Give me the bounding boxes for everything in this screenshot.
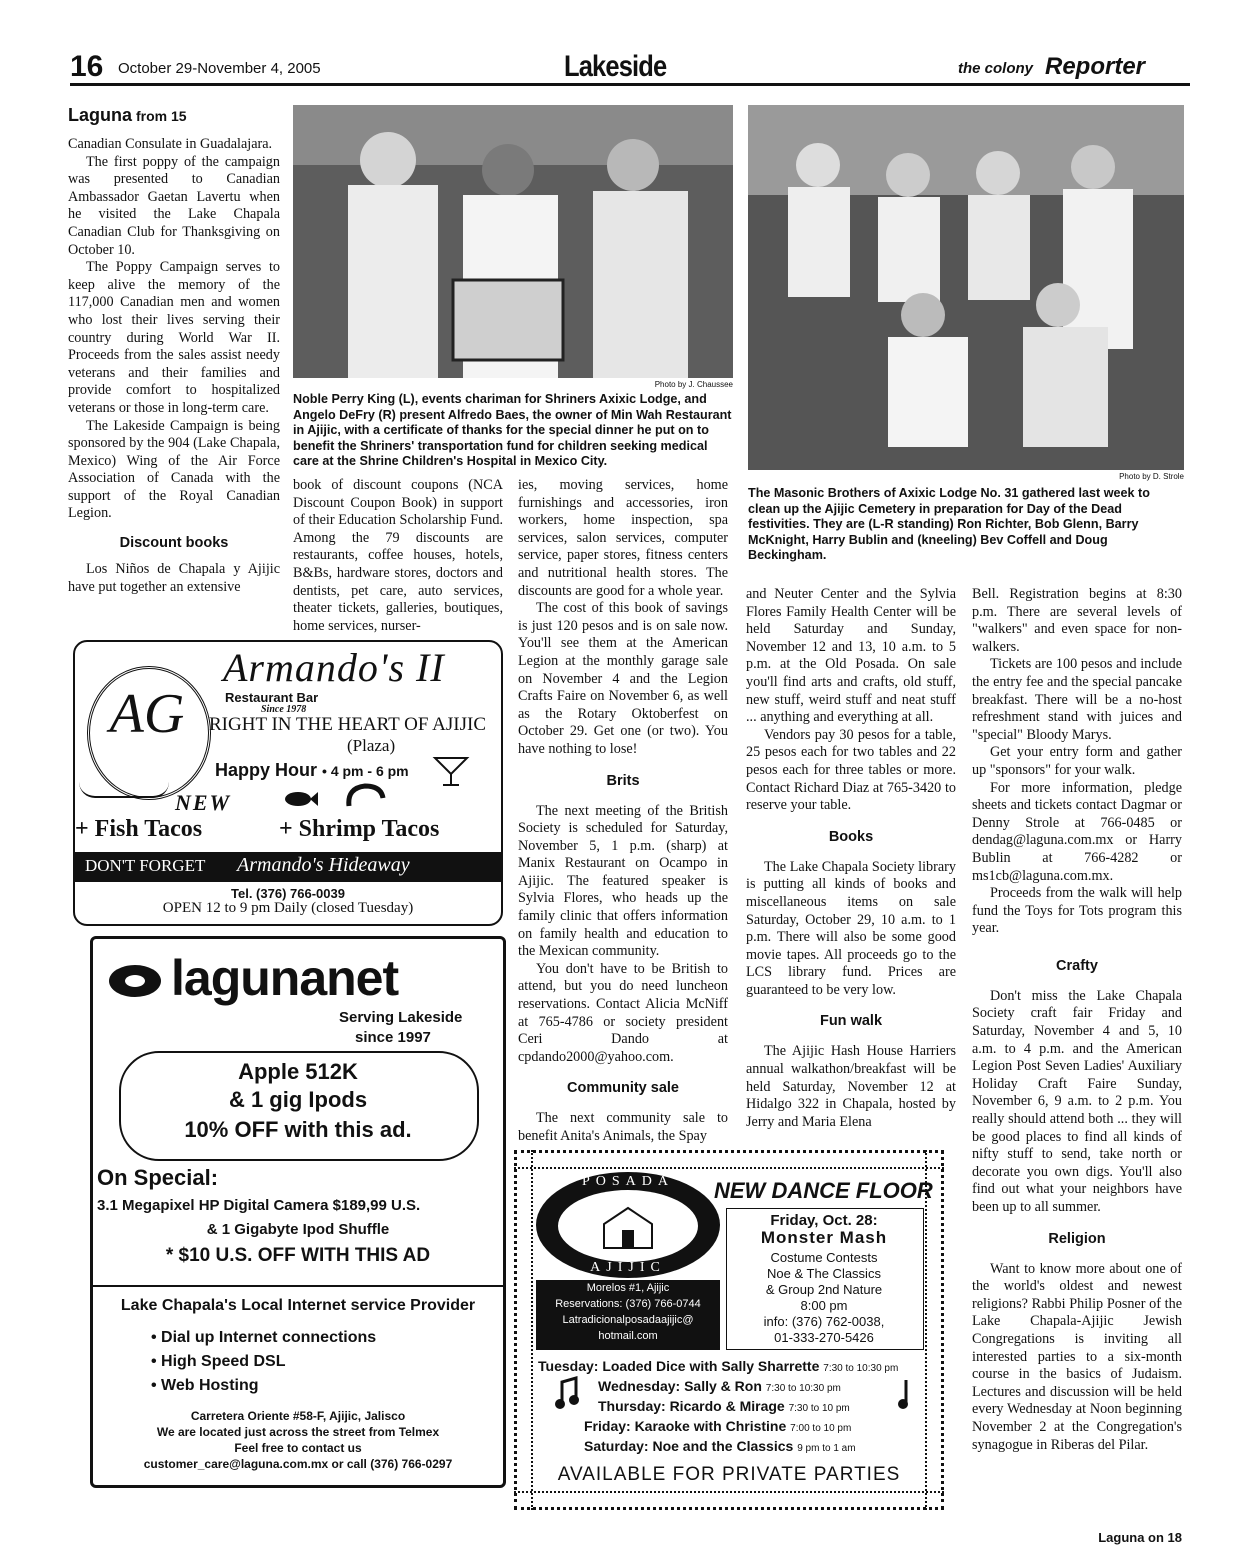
photo-caption: Noble Perry King (L), events chariman for Shriners Axixic Lodge, and Angelo DeFry (R) present Alfredo Baes, the owner of Min Wah Restaurant in Ajijic, with a certificate of thanks for the special dinner he put on to benefit the Shriners' transportation fund for children seeking medical care at the Shrine Children's Hospital in Mexico City. <box>293 392 732 468</box>
paragraph: Bell. Registration begins at 8:30 p.m. There are several levels of "walkers" and even space for non-walkers. <box>972 586 1182 655</box>
posada-email-domain: hotmail.com <box>598 1330 658 1342</box>
paragraph: book of discount coupons (NCA Discount Coupon Book) in support of their Education Scholarship Fund. Among the 79 discounts are restaurants, coffee houses, hotels, B&Bs, hardware stores, doctors and dentists, pet care, auto services, theater tickets, galleries, boutiques, home services, nurser- <box>293 477 503 634</box>
schedule-row: Saturday: Noe and the Classics 9 pm to 1 am <box>584 1438 856 1454</box>
posada-reservations: Reservations: (376) 766-0744 <box>555 1298 701 1310</box>
shuffle-offer: & 1 Gigabyte Ipod Shuffle <box>206 1221 390 1238</box>
event-line: Noe & The Classics <box>767 1266 881 1281</box>
section-title: Lakeside <box>564 50 667 83</box>
schedule-row: Friday: Karaoke with Christine 7:00 to 10 pm <box>584 1418 852 1434</box>
plaza-label: (Plaza) <box>347 736 396 755</box>
tagline: RIGHT IN THE HEART OF AJIJIC <box>209 714 487 735</box>
paragraph: Proceeds from the walk will help fund the Toys for Tots program this year. <box>972 885 1182 937</box>
masthead <box>70 50 1190 88</box>
event-line: & Group 2nd Nature <box>765 1282 883 1297</box>
subhead-fun-walk: Fun walk <box>819 1013 883 1030</box>
ornament-swirl <box>79 782 169 798</box>
email-line: customer_care@laguna.com.mx or call (376) 766-0297 <box>143 1457 453 1471</box>
paragraph: The cost of this book of savings is just 120 pesos and is on sale now. You'll see them at the American Legion at the monthly garage sale on November 4 and the Legion Crafts Faire on November 6, as well as the Rotary Oktoberfest on October 29. Get one (or two). You have nothing to lose! <box>518 600 728 757</box>
contact-line: Feel free to contact us <box>234 1441 362 1455</box>
event-info-phone: 01-333-270-5426 <box>774 1330 874 1345</box>
subhead-community-sale: Community sale <box>567 1080 679 1097</box>
paragraph: The Lake Chapala Society library is putting all kinds of books and miscellaneous items on sale Saturday, October 29, 10 a.m. to 1 p.m. There will also be some good movie tapes. All proceeds go to the LCS library fund. Prices are guaranteed to be very low. <box>746 858 956 998</box>
monogram: AG <box>109 683 185 745</box>
photo-credit: Photo by D. Strole <box>1119 472 1184 481</box>
column-3 <box>518 477 728 1146</box>
article-heading: Laguna from 15 <box>68 105 187 125</box>
paragraph: Vendors pay 30 pesos for a table, 25 pesos each for two tables and 22 pesos each for three tables or more. Contact Richard Diaz at 765-3420 to reserve your table. <box>746 726 956 814</box>
since-line: since 1997 <box>355 1029 431 1046</box>
brand-name: Reporter <box>1045 53 1146 80</box>
paragraph: The next meeting of the British Society is scheduled for Saturday, November 5, 1 p.m. (sharp) at Manix Restaurant on Ocampo in Ajijic. The featured speaker is Sylvia Flores, who heads up the family clinic that offers information on family health and education to the Mexican community. <box>518 802 728 960</box>
event-info: info: (376) 762-0038, <box>763 1314 885 1329</box>
paragraph: Get your entry form and gather up "sponsors" for your walk. <box>972 744 1182 778</box>
paragraph: The Poppy Campaign serves to keep alive the memory of the 117,000 Canadian men and women who lost their lives serving their country during World War II. Proceeds from the sales assist needy veterans and their families and provide comfort to hospitalized veterans or those in long-term care. <box>68 259 280 416</box>
column-1 <box>68 105 280 596</box>
lagunanet-logo-icon <box>107 961 163 1001</box>
hours: OPEN 12 to 9 pm Daily (closed Tuesday) <box>162 900 414 916</box>
jump-line: Laguna on 18 <box>1098 1530 1182 1545</box>
shrimp-tacos: + Shrimp Tacos <box>279 816 440 842</box>
phone: Tel. (376) 766-0039 <box>231 886 345 901</box>
event-title: Monster Mash <box>760 1228 888 1247</box>
subhead-religion: Religion <box>1048 1230 1106 1247</box>
paragraph: ies, moving services, home furnishings and accessories, iron workers, home inspection, spa services, salon services, computer service, paper stores, fitness centers and nutritional health stores. The discounts are good for a whole year. <box>518 477 728 599</box>
photo-caption: The Masonic Brothers of Axixic Lodge No. 31 gathered last week to clean up the Ajijic Cemetery in preparation for Day of the Dead festivities. They are (L-R standing) Ron Richter, Bob Glenn, Barry McKnight, Harry Bublin and (kneeling) Bev Coffell and Doug Beckingham. <box>748 486 1150 562</box>
schedule-row: Thursday: Ricardo & Mirage 7:30 to 10 pm <box>598 1398 850 1414</box>
photo-shriners <box>293 105 733 378</box>
divider <box>93 1285 503 1287</box>
promo-apple: Apple 512K <box>238 1059 358 1084</box>
service-item: • High Speed DSL <box>151 1353 286 1370</box>
posada-email: Latradicionalposadaajijic@ <box>562 1314 694 1326</box>
schedule-row: Tuesday: Loaded Dice with Sally Sharrette 7:30 to 10:30 pm <box>538 1358 899 1374</box>
border-ornament <box>925 1150 944 1510</box>
brand-prefix: the colony <box>958 60 1034 77</box>
dont-forget: DON'T FORGET <box>85 856 206 875</box>
happy-hour: Happy Hour • 4 pm - 6 pm <box>215 760 409 780</box>
paragraph: The next community sale to benefit Anita's Animals, the Spay <box>518 1110 728 1144</box>
event-line: Costume Contests <box>770 1250 878 1265</box>
since-label: Since 1978 <box>261 704 307 715</box>
event-time: 8:00 pm <box>800 1298 848 1313</box>
paragraph: The Lakeside Campaign is being sponsored by the 904 (Lake Chapala, Mexico) Wing of the Air Force Association of Canada with the support of the Royal Canadian Legion. <box>68 417 280 522</box>
ten-off: * $10 U.S. OFF WITH THIS AD <box>165 1245 431 1266</box>
issue-date: October 29-November 4, 2005 <box>118 60 321 77</box>
camera-offer: 3.1 Megapixel HP Digital Camera $189,99 U.S. <box>97 1197 421 1214</box>
brand-name: lagunanet <box>171 950 399 1006</box>
paragraph: Don't miss the Lake Chapala Society craft fair Friday and Saturday, November 4 and 5, 10 a.m. to 4 p.m. and the American Legion Post Seven Ladies' Auxiliary Holiday Craft Faire Sunday, November 6, 9 a.m. to 2 p.m. You really should attend both ... they will be good places to find all kinds of nifty stuff to send, take north or decorate you own digs. You'll also find out what your neighbors have been up to all summer. <box>972 987 1182 1215</box>
logo-arc-top: POSADA <box>581 1174 674 1189</box>
subhead-brits: Brits <box>606 772 640 789</box>
column-5 <box>972 586 1182 1454</box>
paragraph: Los Niños de Chapala y Ajijic have put together an extensive <box>68 561 280 595</box>
event-date: Friday, Oct. 28: <box>770 1212 878 1229</box>
posada-address: Morelos #1, Ajijic <box>586 1282 670 1294</box>
subhead-books: Books <box>828 828 874 845</box>
shriners-photo-image <box>293 105 733 378</box>
dance-headline: NEW DANCE FLOOR <box>714 1178 933 1203</box>
border-ornament <box>514 1150 533 1510</box>
music-note-icon <box>894 1376 920 1410</box>
cocktail-icon <box>431 754 471 788</box>
promo-ipods: & 1 gig Ipods <box>228 1087 368 1112</box>
located: We are located just across the street from Telmex <box>156 1425 440 1439</box>
address: Carretera Oriente #58-F, Ajijic, Jalisco <box>190 1409 406 1423</box>
music-note-icon <box>554 1376 580 1410</box>
paragraph: Canadian Consulate in Guadalajara. <box>68 136 273 152</box>
subhead-discount-books: Discount books <box>119 535 229 552</box>
fish-tacos: + Fish Tacos <box>75 816 203 842</box>
ad-posada <box>514 1150 944 1510</box>
border-ornament <box>514 1491 944 1510</box>
isp-tagline: Lake Chapala's Local Internet service Provider <box>120 1297 476 1314</box>
masons-photo-image <box>748 105 1184 470</box>
service-item: • Dial up Internet connections <box>151 1329 377 1346</box>
private-parties: AVAILABLE FOR PRIVATE PARTIES <box>557 1464 901 1485</box>
posada-building-icon <box>600 1204 656 1250</box>
restaurant-name: Armando's II <box>223 645 445 690</box>
ad-lagunanet <box>90 936 506 1488</box>
border-ornament <box>514 1150 944 1169</box>
page-number: 16 <box>70 50 104 83</box>
serving-line: Serving Lakeside <box>339 1009 463 1026</box>
paragraph: The Ajijic Hash House Harriers annual walkathon/breakfast will be held Saturday, November 12 at Hidalgo 322 in Chapala, hosted by Jerry and Maria Elena <box>746 1043 956 1130</box>
promo-off: 10% OFF with this ad. <box>184 1117 412 1142</box>
hideaway-name: Armando's Hideaway <box>237 854 410 876</box>
shrimp-icon <box>343 782 387 812</box>
schedule-row: Wednesday: Sally & Ron 7:30 to 10:30 pm <box>598 1378 841 1394</box>
service-item: • Web Hosting <box>151 1377 259 1394</box>
column-2 <box>293 477 503 635</box>
paragraph: The first poppy of the campaign was presented to Canadian Ambassador Gaetan Lavertu when he visited the Lake Chapala Canadian Club for Thanksgiving on October 10. <box>68 153 280 258</box>
paragraph: Want to know more about one of the world's oldest and newest religions? Rabbi Philip Posner of the Lake Chapala-Ajijic Jewish Congregations is inviting all interested parties to a six-month course in the basics of Judaism. Lectures and discussion will be held every Wednesday at Noon beginning November 2 at the Congregation's synagogue in Riberas del Pilar. <box>972 1260 1182 1453</box>
paragraph: and Neuter Center and the Sylvia Flores Family Health Center will be held Saturday and Sunday, November 12 and 13, 10 a.m. to 5 p.m. at the Old Posada. On sale you'll find arts and crafts, old stuff, new stuff, weird stuff and neat stuff ... anything and everything at all. <box>746 586 956 726</box>
photo-masons <box>748 105 1184 470</box>
photo-credit: Photo by J. Chaussee <box>654 380 733 389</box>
ad-armandos <box>73 640 503 926</box>
new-label: NEW <box>175 790 232 815</box>
paragraph: You don't have to be British to attend, but you do need luncheon reservations. Contact Alicia McNiff at 765-4786 or society president Ceri Dando at cpdando2000@yahoo.com. <box>518 960 728 1065</box>
paragraph: For more information, pledge sheets and tickets contact Dagmar or Denny Strole at 766-0485 or dendag@laguna.com.mx or Harry Bublin at 766-4282 or ms1cb@laguna.com.mx. <box>972 779 1182 884</box>
column-4 <box>746 586 956 1131</box>
on-special: On Special: <box>97 1165 219 1190</box>
subhead-crafty: Crafty <box>1056 957 1098 974</box>
fish-icon <box>283 788 319 810</box>
paragraph: Tickets are 100 pesos and include the entry fee and the special pancake breakfast. There will be a no-host refreshment stand with juices and "special" Bloody Marys. <box>972 656 1182 743</box>
logo-arc-bottom: AJIJIC <box>590 1260 666 1275</box>
restaurant-type: Restaurant Bar <box>225 690 319 705</box>
header-rule <box>70 83 1190 86</box>
